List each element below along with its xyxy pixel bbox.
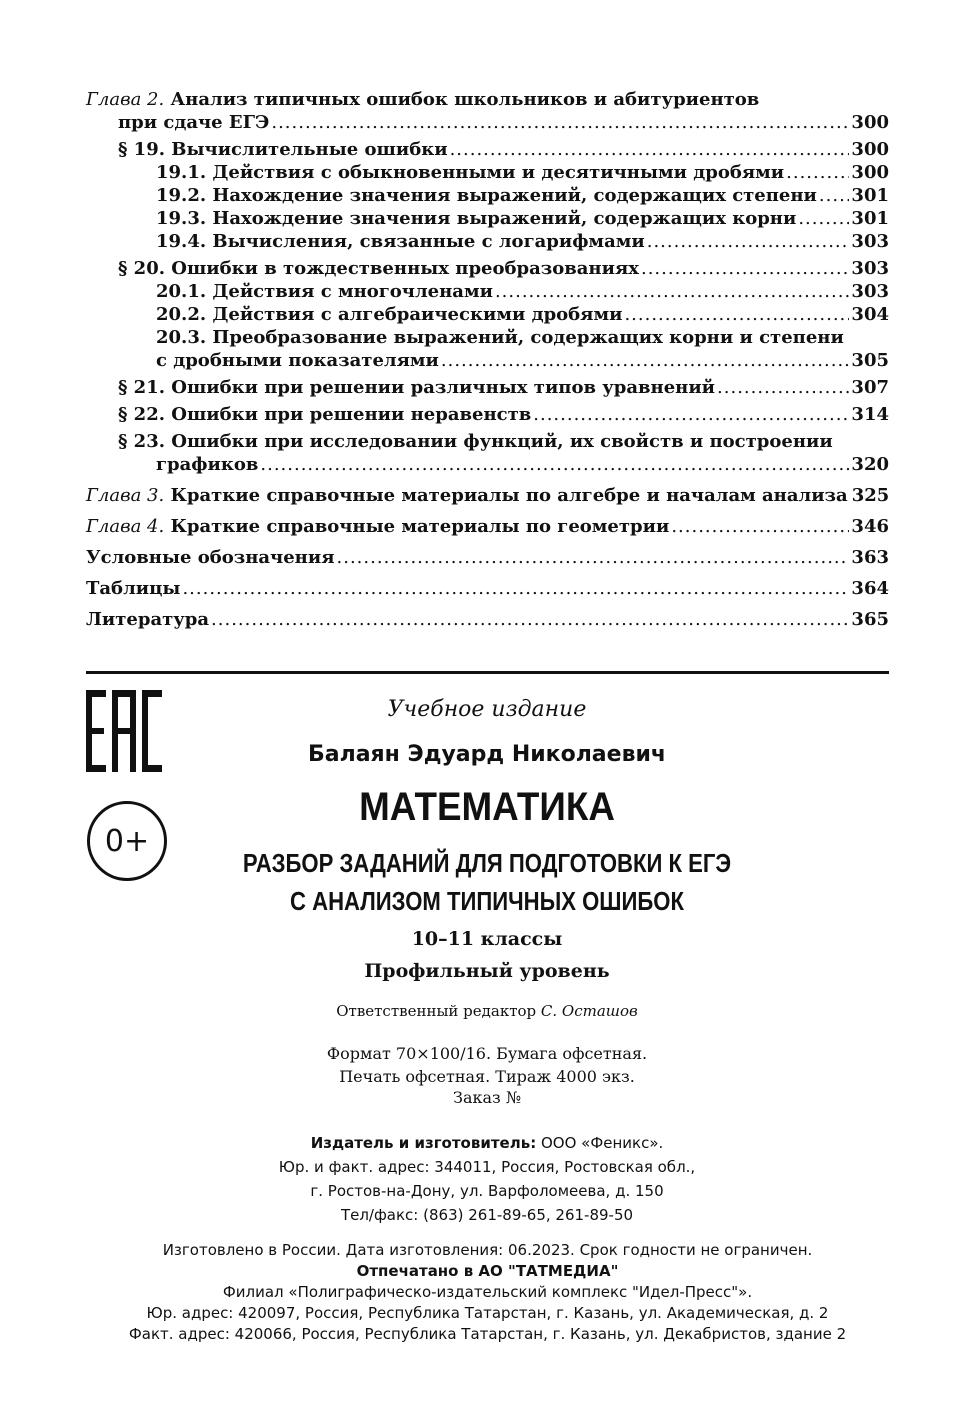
format-line: Формат 70×100/16. Бумага офсетная. — [326, 1044, 648, 1063]
page-number: 364 — [851, 578, 889, 599]
section-title: 19.4. Вычисления, связанные с логарифмами — [156, 231, 645, 252]
page-number: 325 — [851, 485, 890, 506]
leader-dots — [211, 608, 849, 631]
leader-dots — [441, 349, 850, 372]
toc-section-20[interactable] — [86, 257, 889, 280]
page-number: 303 — [851, 281, 889, 302]
leader-dots — [671, 515, 849, 538]
book-title: МАТЕМАТИКА — [359, 785, 615, 829]
publisher-address-1: Юр. и факт. адрес: 344011, Россия, Ростовская обл., — [278, 1158, 696, 1176]
page-number: 363 — [851, 547, 889, 568]
toc-section-20-1[interactable] — [86, 280, 889, 303]
printer-actual-address: Факт. адрес: 420066, Россия, Республика Татарстан, г. Казань, ул. Декабристов, здание 2 — [128, 1325, 847, 1343]
leader-dots — [182, 577, 849, 600]
leader-dots — [819, 184, 850, 207]
leader-dots — [624, 303, 849, 326]
page-number: 300 — [851, 139, 889, 160]
page-number: 303 — [851, 231, 889, 252]
print-line: Печать офсетная. Тираж 4000 экз. — [339, 1067, 635, 1086]
age-rating-badge — [87, 801, 167, 881]
leader-dots — [450, 138, 850, 161]
leader-dots — [786, 161, 849, 184]
toc-section-20-3-line1 — [86, 326, 889, 349]
section-title: 19.1. Действия с обыкновенными и десятичными дробями — [156, 162, 785, 183]
page-number: 300 — [851, 162, 889, 183]
chapter-3-prefix: Глава 3. — [86, 485, 165, 506]
section-title: § 22. Ошибки при решении неравенств — [118, 404, 532, 425]
leader-dots — [647, 230, 850, 253]
page-number: 301 — [851, 185, 889, 206]
section-title: § 19. Вычислительные ошибки — [118, 139, 448, 160]
toc-chapter-2-line1 — [86, 88, 889, 111]
toc-section-19-4[interactable] — [86, 230, 889, 253]
toc-section-19[interactable] — [86, 138, 889, 161]
table-of-contents — [86, 88, 889, 631]
author-name: Балаян Эдуард Николаевич — [307, 742, 667, 767]
toc-section-21[interactable] — [86, 376, 889, 399]
page-number: 305 — [851, 350, 889, 371]
chapter-2-title: Анализ типичных ошибок школьников и абитуриентов — [170, 89, 760, 110]
page-number: 300 — [851, 112, 889, 133]
chapter-2-prefix: Глава 2. — [86, 89, 165, 110]
page-number: 307 — [851, 377, 889, 398]
level: Профильный уровень — [364, 960, 610, 982]
manufacture-info: Изготовлено в России. Дата изготовления: 06.2023. Срок годности не ограничен. — [162, 1241, 813, 1259]
book-subtitle-line2: С АНАЛИЗОМ ТИПИЧНЫХ ОШИБОК — [290, 886, 684, 916]
toc-section-23-line1 — [86, 430, 889, 453]
section-title: 19.2. Нахождение значения выражений, содержащих степени — [156, 185, 817, 206]
leader-dots — [641, 257, 849, 280]
divider — [86, 671, 889, 674]
chapter-4-title: Краткие справочные материалы по геометрии — [170, 516, 670, 537]
page-number: 301 — [851, 208, 889, 229]
eac-certification-icon — [86, 690, 162, 772]
toc-symbols[interactable] — [86, 546, 889, 569]
page-number: 346 — [851, 516, 889, 537]
edition-type: Учебное издание — [387, 697, 587, 722]
toc-section-19-2[interactable] — [86, 184, 889, 207]
printer-branch: Филиал «Полиграфическо-издательский комплекс "Идел-Пресс"». — [222, 1283, 753, 1301]
section-title: 20.2. Действия с алгебраическими дробями — [156, 304, 623, 325]
section-title: 20.3. Преобразование выражений, содержащих корни и степени — [156, 327, 844, 348]
toc-section-23-line2[interactable] — [86, 453, 889, 476]
section-title: § 21. Ошибки при решении различных типов уравнений — [118, 377, 716, 398]
leader-dots — [533, 403, 849, 426]
page-number: 303 — [851, 258, 889, 279]
toc-chapter-3[interactable] — [86, 484, 889, 507]
publisher-address-2: г. Ростов-на-Дону, ул. Варфоломеева, д. 150 — [310, 1182, 664, 1200]
leader-dots — [337, 546, 850, 569]
leader-dots — [260, 453, 849, 476]
publisher-name: ООО «Феникс». — [540, 1134, 664, 1152]
section-title: Таблицы — [86, 578, 181, 599]
section-title: 20.1. Действия с многочленами — [156, 281, 493, 302]
book-subtitle-line1: РАЗБОР ЗАДАНИЙ ДЛЯ ПОДГОТОВКИ К ЕГЭ — [242, 848, 732, 878]
chapter-3-title: Краткие справочные материалы по алгебре и началам анализа — [170, 485, 848, 506]
section-title: Условные обозначения — [86, 547, 335, 568]
toc-tables[interactable] — [86, 577, 889, 600]
toc-section-20-2[interactable] — [86, 303, 889, 326]
editor-name: С. Осташов — [540, 1002, 638, 1020]
section-title: § 20. Ошибки в тождественных преобразованиях — [118, 258, 639, 279]
page-number: 365 — [851, 609, 889, 630]
page-number: 314 — [851, 404, 889, 425]
leader-dots — [495, 280, 849, 303]
toc-chapter-4[interactable] — [86, 515, 889, 538]
toc-section-19-3[interactable] — [86, 207, 889, 230]
publisher-phone: Тел/факс: (863) 261-89-65, 261-89-50 — [340, 1206, 634, 1224]
order-line: Заказ № — [453, 1088, 521, 1107]
section-title-cont: графиков — [156, 454, 259, 475]
page-number: 304 — [851, 304, 889, 325]
section-title-cont: с дробными показателями — [156, 350, 439, 371]
leader-dots — [271, 111, 849, 134]
page-number: 320 — [851, 454, 889, 475]
toc-section-22[interactable] — [86, 403, 889, 426]
toc-section-20-3-line2[interactable] — [86, 349, 889, 372]
section-title: 19.3. Нахождение значения выражений, содержащих корни — [156, 208, 797, 229]
chapter-4-prefix: Глава 4. — [86, 516, 165, 537]
printer-legal-address: Юр. адрес: 420097, Россия, Республика Татарстан, г. Казань, ул. Академическая, д. 2 — [146, 1304, 829, 1322]
section-title: § 23. Ошибки при исследовании функций, их свойств и построении — [118, 431, 833, 452]
publisher-line — [180, 1134, 794, 1152]
grades: 10–11 классы — [411, 928, 563, 950]
editor-label: Ответственный редактор — [336, 1002, 537, 1020]
leader-dots — [798, 207, 849, 230]
toc-section-19-1[interactable] — [86, 161, 889, 184]
toc-literature[interactable] — [86, 608, 889, 631]
leader-dots — [717, 376, 849, 399]
printed-by: Отпечатано в АО "ТАТМЕДИА" — [356, 1262, 619, 1280]
section-title: Литература — [86, 609, 210, 630]
toc-chapter-2-line2[interactable] — [86, 111, 889, 134]
publisher-label: Издатель и изготовитель: — [310, 1134, 537, 1152]
chapter-2-title-cont: при сдаче ЕГЭ — [118, 112, 270, 133]
responsible-editor — [180, 1002, 794, 1020]
age-rating-text: 0+ — [104, 823, 150, 859]
